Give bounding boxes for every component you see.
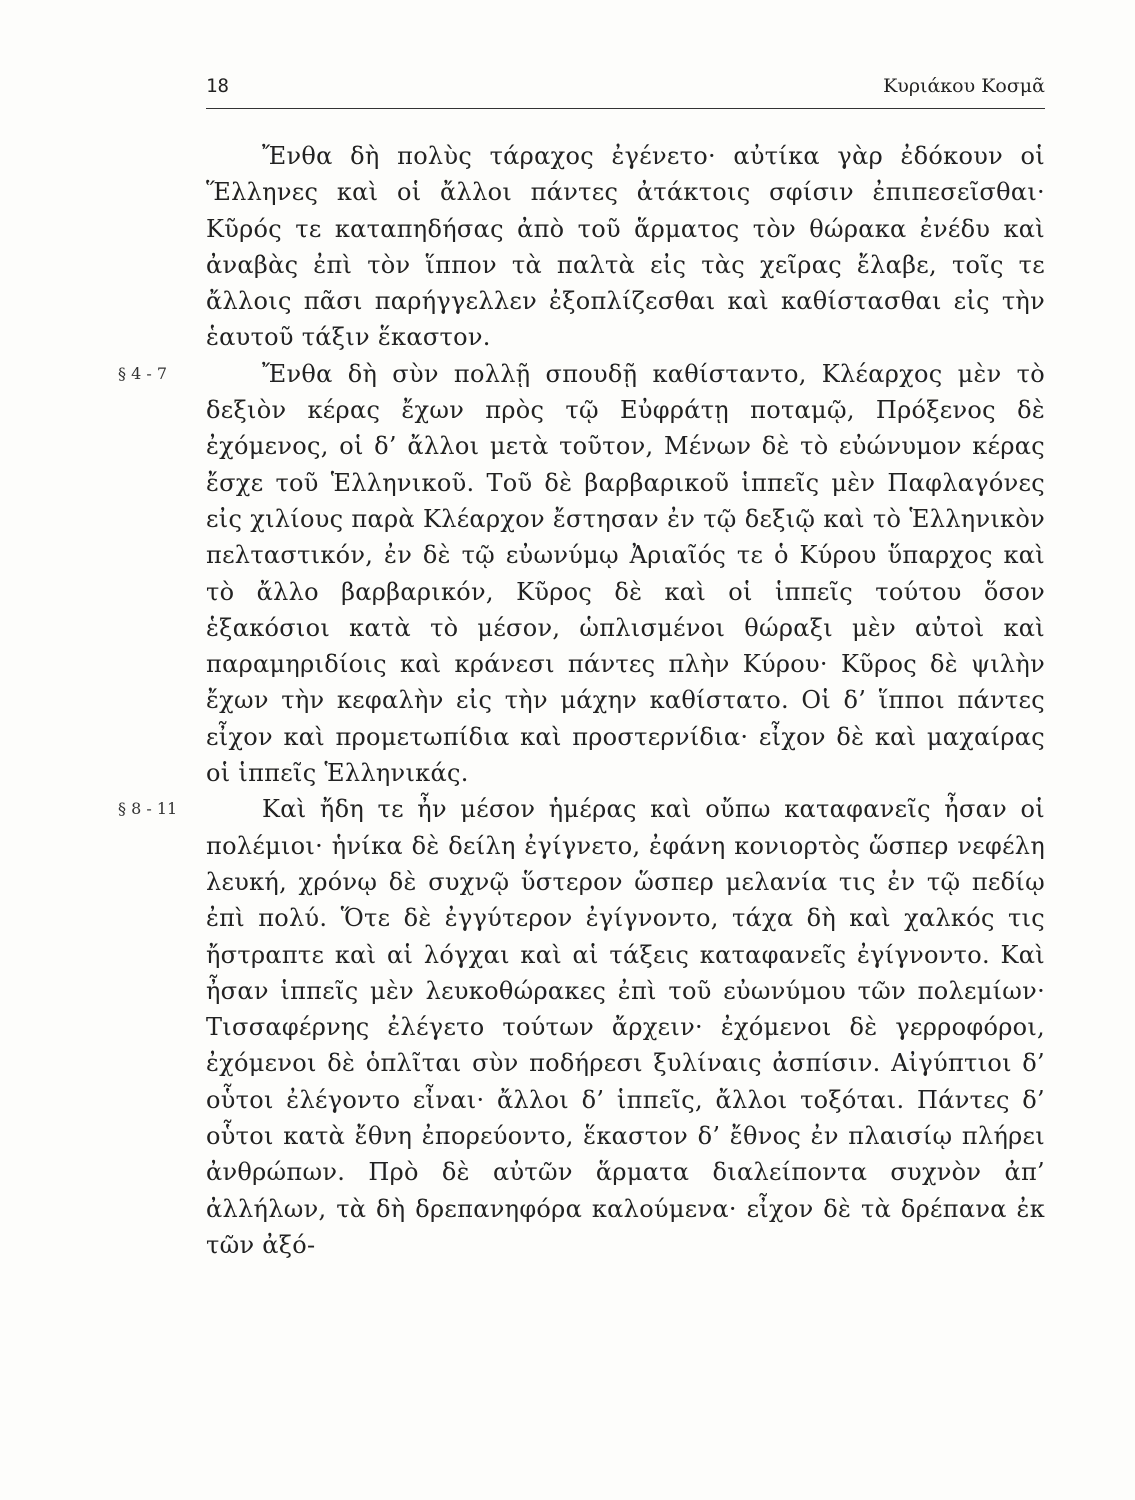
paragraph-2	[118, 356, 1045, 792]
running-title: Κυριάκου Κοσμᾶ	[883, 75, 1045, 97]
page-header	[206, 72, 1045, 109]
section-marker: § 4 - 7	[118, 363, 168, 383]
paragraph-1	[206, 138, 1045, 356]
paragraph-text: Ἔνθα δὴ σὺν πολλῇ σπουδῇ καθίσταντο, Κλέαρχος μὲν τὸ δεξιὸν κέρας ἔχων πρὸς τῷ Εὐφράτῃ ποταμῷ, Πρόξενος δὲ ἐχόμενος, οἱ δ’ ἄλλοι μετὰ τοῦτον, Μένων δὲ τὸ εὐώνυμον κέρας ἔσχε τοῦ Ἑλληνικοῦ. Τοῦ δὲ βαρβαρικοῦ ἱππεῖς μὲν Παφλαγόνες εἰς χιλίους παρὰ Κλέαρχον ἔστησαν ἐν τῷ δεξιῷ καὶ τὸ Ἑλληνικὸν πελταστικόν, ἐν δὲ τῷ εὐωνύμῳ Ἀριαῖός τε ὁ Κύρου ὕπαρχος καὶ τὸ ἄλλο βαρβαρικόν, Κῦρος δὲ καὶ οἱ ἱππεῖς τούτου ὅσον ἑξακόσιοι κατὰ τὸ μέσον, ὡπλισμένοι θώραξι μὲν αὐτοὶ καὶ παραμηριδίοις καὶ κράνεσι πάντες πλὴν Κύρου· Κῦρος δὲ ψιλὴν ἔχων τὴν κεφαλὴν εἰς τὴν μάχην καθίστατο. Οἱ δ’ ἵπποι πάντες εἶχον καὶ προμετωπίδια καὶ προστερνίδια· εἶχον δὲ καὶ μαχαίρας οἱ ἱππεῖς Ἑλληνικάς.	[206, 359, 1045, 788]
page-body	[118, 138, 1045, 1263]
page-number: 18	[206, 75, 229, 97]
section-marker: § 8 - 11	[118, 799, 178, 819]
paragraph-3	[118, 791, 1045, 1263]
paragraph-text: Καὶ ἤδη τε ἦν μέσον ἡμέρας καὶ οὔπω καταφανεῖς ἦσαν οἱ πολέμιοι· ἡνίκα δὲ δείλη ἐγίγνετο, ἐφάνη κονιορτὸς ὥσπερ νεφέλη λευκή, χρόνῳ δὲ συχνῷ ὕστερον ὥσπερ μελανία τις ἐν τῷ πεδίῳ ἐπὶ πολύ. Ὅτε δὲ ἐγγύτερον ἐγίγνοντο, τάχα δὴ καὶ χαλκός τις ἤστραπτε καὶ αἱ λόγχαι καὶ αἱ τάξεις καταφανεῖς ἐγίγνοντο. Καὶ ἦσαν ἱππεῖς μὲν λευκοθώρακες ἐπὶ τοῦ εὐωνύμου τῶν πολεμίων· Τισσαφέρνης ἐλέγετο τούτων ἄρχειν· ἐχόμενοι δὲ γερροφόροι, ἐχόμενοι δὲ ὁπλῖται σὺν ποδήρεσι ξυλίναις ἀσπίσιν. Αἰγύπτιοι δ’ οὗτοι ἐλέγοντο εἶναι· ἄλλοι δ’ ἱππεῖς, ἄλλοι τοξόται. Πάντες δ’ οὗτοι κατὰ ἔθνη ἐπορεύοντο, ἕκαστον δ’ ἔθνος ἐν πλαισίῳ πλήρει ἀνθρώπων. Πρὸ δὲ αὐτῶν ἅρματα διαλείποντα συχνὸν ἀπ’ ἀλλήλων, τὰ δὴ δρεπανηφόρα καλούμενα· εἶχον δὲ τὰ δρέπανα ἐκ τῶν ἀξό-	[206, 795, 1045, 1259]
paragraph-text: Ἔνθα δὴ πολὺς τάραχος ἐγένετο· αὐτίκα γὰρ ἐδόκουν οἱ Ἕλληνες καὶ οἱ ἄλλοι πάντες ἀτάκτοις σφίσιν ἐπιπεσεῖσθαι· Κῦρός τε καταπηδήσας ἀπὸ τοῦ ἅρματος τὸν θώρακα ἐνέδυ καὶ ἀναβὰς ἐπὶ τὸν ἵππον τὰ παλτὰ εἰς τὰς χεῖρας ἔλαβε, τοῖς τε ἄλλοις πᾶσι παρήγγελλεν ἐξοπλίζεσθαι καὶ καθίστασθαι εἰς τὴν ἑαυτοῦ τάξιν ἕκαστον.	[206, 142, 1045, 352]
